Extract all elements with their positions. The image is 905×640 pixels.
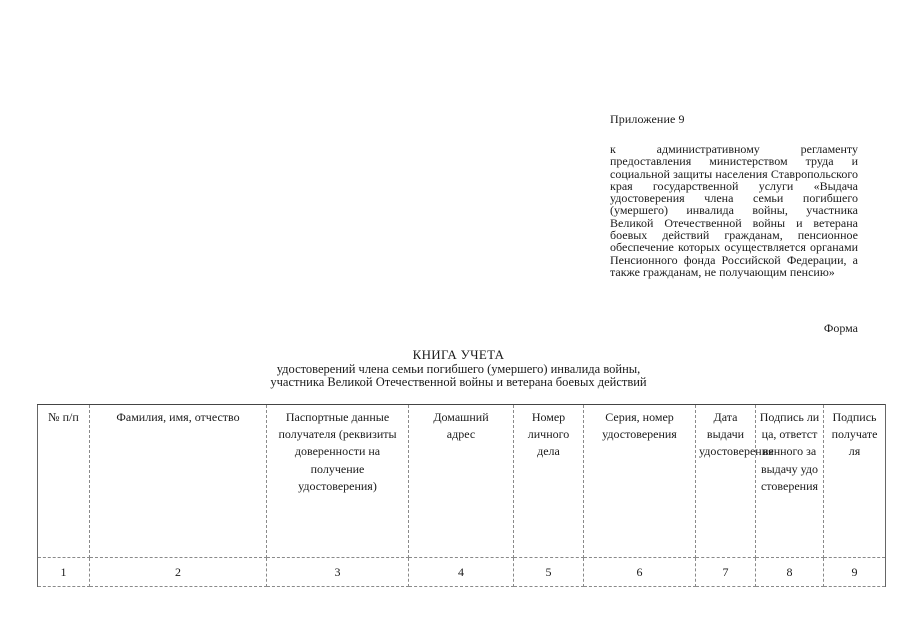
column-number-1: 1 [38,558,90,587]
header-cell-number: № п/п [38,405,90,558]
column-number-3: 3 [267,558,409,587]
column-number-4: 4 [409,558,514,587]
column-number-7: 7 [696,558,756,587]
book-subtitle-line-1: удостоверений члена семьи погибшего (умершего) инвалида войны, [276,362,641,376]
appendix-text: к административному регламенту предоставления министерством труда и социальной защиты населения Ставропольского края государственной услуги «Выдача удостоверения члена семьи погибшего (умершего) инвалида войны, участника Великой Отечественной войны и ветерана боевых действий гражданам, пенсионное обеспечение которых осуществляется органами Пенсионного фонда Российской Федерации, а также гражданам, не получающим пенсию» [610,142,858,279]
column-number-5: 5 [514,558,584,587]
column-number-2: 2 [90,558,267,587]
book-subtitle [0,363,905,388]
header-cell-full-name: Фамилия, имя, отчество [90,405,267,558]
ledger-table [37,404,886,587]
header-cell-address: Домашний адрес [409,405,514,558]
header-cell-issue-date: Дата выдачи удостоверения [696,405,756,558]
table-header-row [38,405,886,558]
header-cell-passport: Паспортные данные получателя (реквизиты доверенности на получение удостоверения) [267,405,409,558]
book-title: КНИГА УЧЕТА [412,347,505,362]
header-cell-issuer-signature: Подпись лица, ответственного за выдачу удостоверения [756,405,824,558]
form-label: Форма [823,321,858,335]
appendix-title: Приложение 9 [610,112,685,126]
header-cell-case-number: Номер личного дела [514,405,584,558]
column-number-9: 9 [824,558,886,587]
book-subtitle-line-2: участника Великой Отечественной войны и ветерана боевых действий [270,374,647,389]
header-cell-certificate-number: Серия, номер удостоверения [584,405,696,558]
table-number-row [38,558,886,587]
column-number-6: 6 [584,558,696,587]
column-number-8: 8 [756,558,824,587]
header-cell-recipient-signature: Подпись получателя [824,405,886,558]
